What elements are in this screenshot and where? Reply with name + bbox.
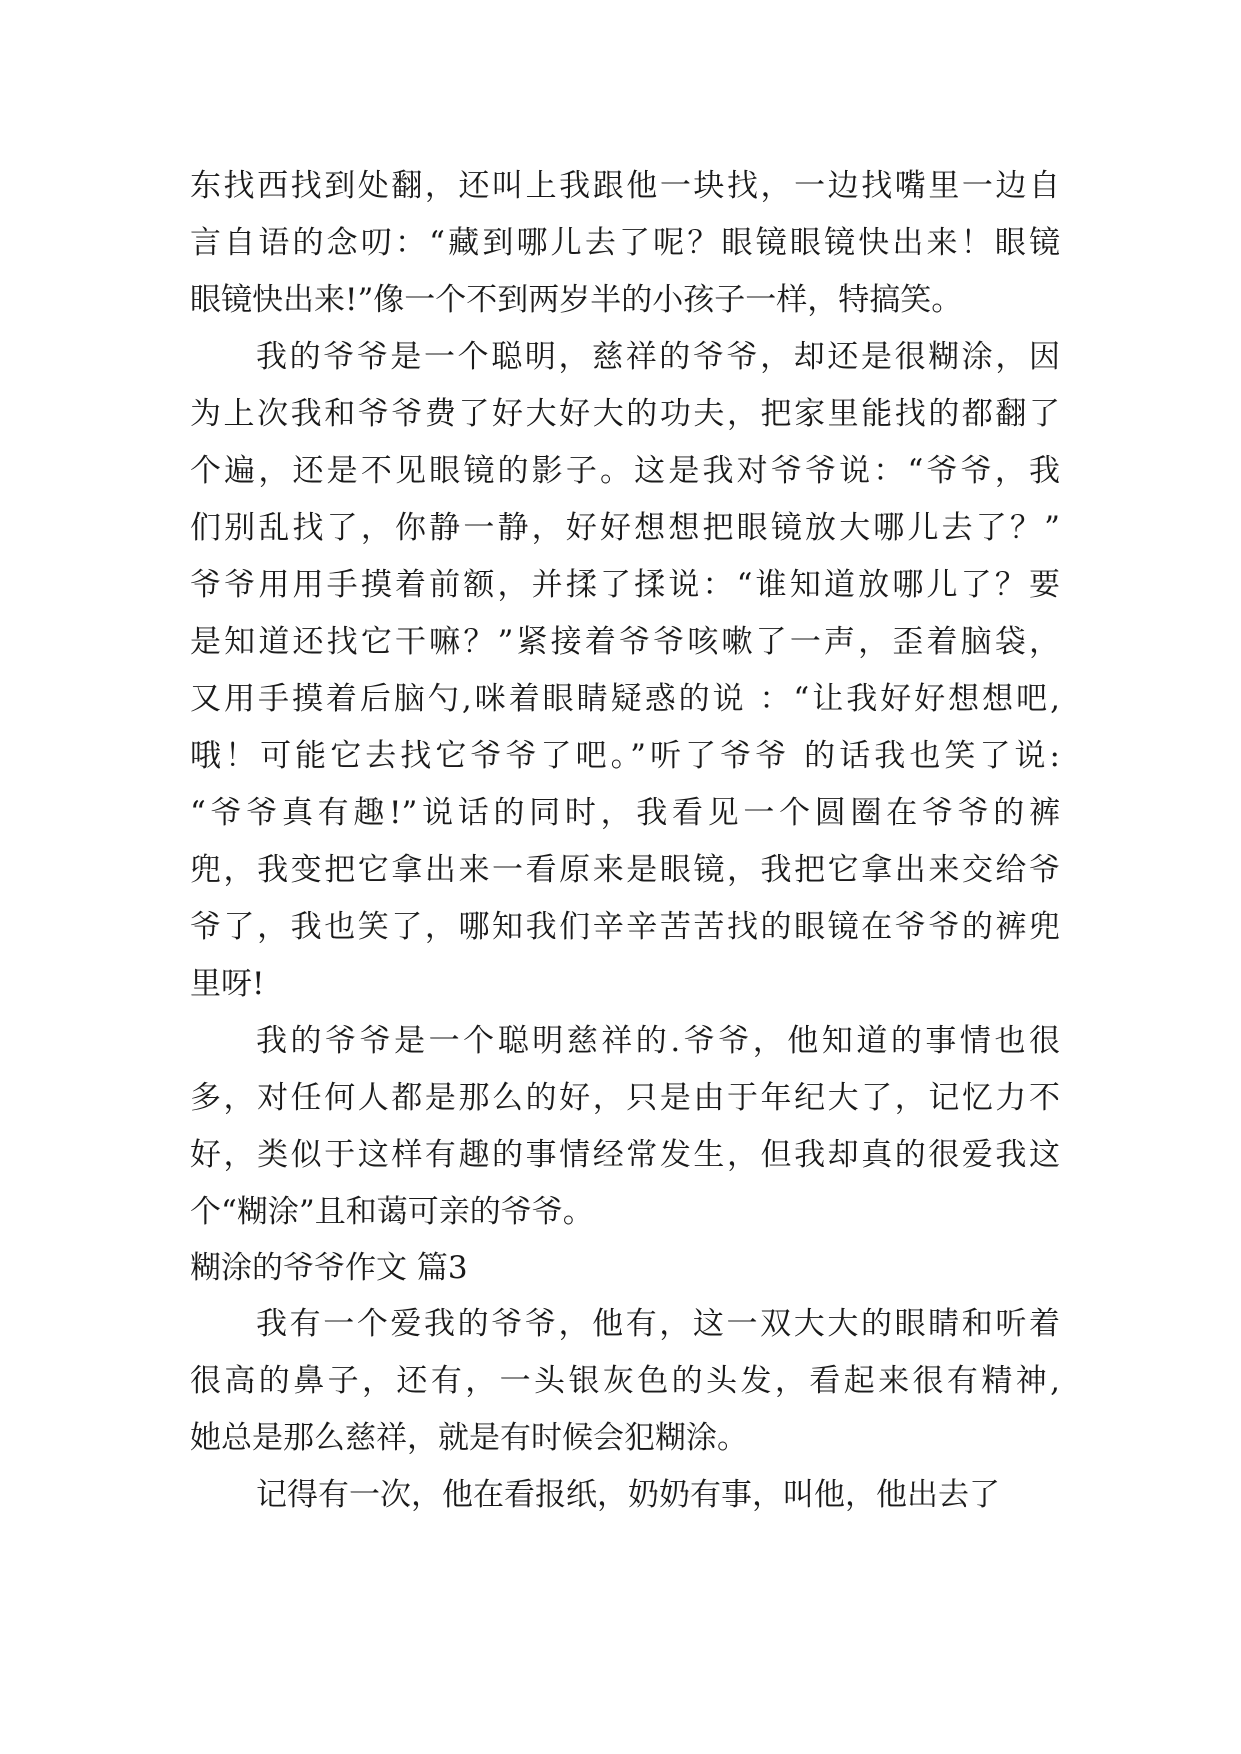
section-heading: 糊涂的爷爷作文 篇3 bbox=[190, 1250, 468, 1286]
text-line: 言自语的念叨：“藏到哪儿去了呢？眼镜眼镜快出来！眼镜 bbox=[190, 225, 1060, 261]
text-line: 我的爷爷是一个聪明慈祥的.爷爷，他知道的事情也很 bbox=[256, 1023, 1060, 1059]
text-line: 她总是那么慈祥，就是有时候会犯糊涂。 bbox=[190, 1420, 748, 1456]
body-text-continued bbox=[190, 1296, 1060, 1524]
text-line: 东找西找到处翻，还叫上我跟他一块找，一边找嘴里一边自 bbox=[190, 168, 1060, 204]
document-page bbox=[190, 158, 1060, 1524]
paragraph bbox=[190, 1296, 1060, 1467]
text-line: 里呀! bbox=[190, 966, 265, 1002]
text-line: 爷爷用用手摸着前额，并揉了揉说：“谁知道放哪儿了？要 bbox=[190, 567, 1060, 603]
text-line: 记得有一次，他在看报纸，奶奶有事，叫他，他出去了 bbox=[256, 1477, 1000, 1513]
paragraph bbox=[190, 158, 1060, 329]
paragraph bbox=[190, 1013, 1060, 1241]
text-line: 是知道还找它干嘛？”紧接着爷爷咳嗽了一声，歪着脑袋， bbox=[190, 624, 1060, 660]
text-line: 个“糊涂”且和蔼可亲的爷爷。 bbox=[190, 1194, 594, 1230]
paragraph bbox=[190, 329, 1060, 1013]
text-line: 个遍，还是不见眼镜的影子。这是我对爷爷说：“爷爷，我 bbox=[190, 453, 1060, 489]
text-line: 兜，我变把它拿出来一看原来是眼镜，我把它拿出来交给爷 bbox=[190, 852, 1060, 888]
text-line: 眼镜快出来!”像一个不到两岁半的小孩子一样，特搞笑。 bbox=[190, 282, 963, 318]
text-line: 们别乱找了，你静一静，好好想想把眼镜放大哪儿去了？” bbox=[190, 510, 1060, 546]
text-line: 哦！可能它去找它爷爷了吧。”听了爷爷 的话我也笑了说: bbox=[190, 738, 1060, 774]
text-line: 好，类似于这样有趣的事情经常发生，但我却真的很爱我这 bbox=[190, 1137, 1060, 1173]
text-line: 爷了，我也笑了，哪知我们辛辛苦苦找的眼镜在爷爷的裤兜 bbox=[190, 909, 1060, 945]
text-line: 我的爷爷是一个聪明，慈祥的爷爷，却还是很糊涂，因 bbox=[256, 339, 1060, 375]
paragraph bbox=[190, 1467, 1060, 1524]
text-line: 很高的鼻子，还有，一头银灰色的头发，看起来很有精神, bbox=[190, 1363, 1060, 1399]
text-line: 为上次我和爷爷费了好大好大的功夫，把家里能找的都翻了 bbox=[190, 396, 1060, 432]
text-line: 多，对任何人都是那么的好，只是由于年纪大了，记忆力不 bbox=[190, 1080, 1060, 1116]
text-line: “爷爷真有趣!”说话的同时，我看见一个圆圈在爷爷的裤 bbox=[190, 795, 1060, 831]
text-line: 我有一个爱我的爷爷，他有，这一双大大的眼睛和听着 bbox=[256, 1306, 1060, 1342]
text-line: 又用手摸着后脑勺,咪着眼睛疑惑的说 ：“让我好好想想吧, bbox=[190, 681, 1060, 717]
body-text bbox=[190, 158, 1060, 1241]
